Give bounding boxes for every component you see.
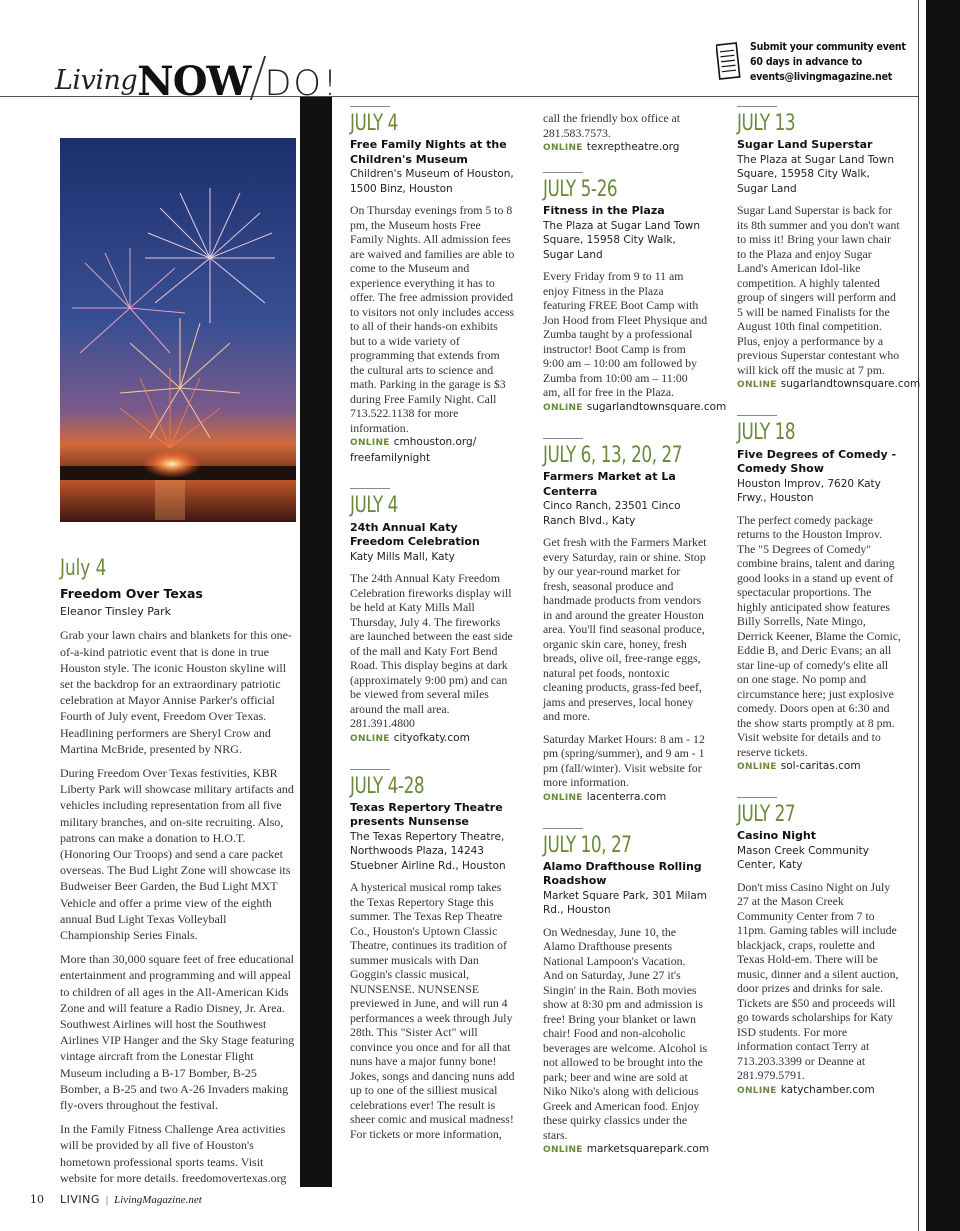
online-url[interactable]: sugarlandtownsquare.com (586, 400, 727, 413)
event-date: JULY 5-26 (543, 177, 618, 202)
event-title: Freedom Over Texas (60, 586, 203, 602)
event-title: Farmers Market at La Centerra (543, 470, 676, 498)
event-description (737, 880, 902, 1083)
event-location: Houston Improv, 7620 Katy Frwy., Houston (737, 477, 881, 505)
page-number: 10 (30, 1193, 44, 1206)
event-location: Eleanor Tinsley Park (60, 605, 171, 619)
event-rule (737, 106, 777, 107)
paragraph: Don't miss Casino Night on July 27 at the Mason Creek Community Center from 7 to 11pm. Gaming tables will include blackjack, craps, roulette and Texas Hold-em. There will be music, dinner and a silent auction, door prizes and drinks for sale. Tickets are $50 and proceeds will go towards scholarships for Katy ISD students. For more information contact Terry at 713.203.3399 or Deanne at 281.979.5791. (737, 879, 899, 1083)
event-date: JULY 18 (737, 420, 796, 446)
event-item (350, 106, 515, 466)
featured-event (60, 556, 296, 1186)
events-column-3 (543, 111, 727, 1180)
footer-section: LIVING (60, 1193, 100, 1206)
online-link[interactable] (543, 140, 708, 156)
online-url[interactable]: texreptheatre.org (586, 141, 680, 153)
online-link[interactable] (737, 377, 921, 393)
event-title: Casino Night (737, 829, 816, 843)
online-url[interactable]: marketsquarepark.com (586, 1143, 710, 1156)
page-footer (30, 1193, 202, 1206)
event-title: Texas Repertory Theatre presents Nunsense (350, 800, 503, 829)
online-label: ONLINE (543, 792, 583, 803)
online-url[interactable]: cmhouston.org/ freefamilynight (350, 436, 477, 465)
paragraph: The 24th Annual Katy Freedom Celebration fireworks display will be held at Katy Mills Mall Thursday, July 4. The fireworks are launched between the east side of the mall and Katy Fort Bend Road. This display begins at dark (approximately 9:00 pm) and can be viewed from several miles around the mall area. 281.391.4800 (350, 571, 513, 731)
paragraph: Saturday Market Hours: 8 am - 12 pm (spring/summer), and 9 am - 1 pm (fall/winter). Visit website for more information. (543, 731, 705, 790)
page-title (55, 52, 339, 105)
event-item (737, 797, 902, 1099)
event-rule (543, 438, 583, 439)
online-link[interactable] (737, 1083, 902, 1099)
event-location: Cinco Ranch, 23501 Cinco Ranch Blvd., Katy (543, 500, 681, 527)
submit-line-2: 60 days in advance to (750, 56, 863, 68)
event-item (350, 488, 515, 746)
event-description (737, 513, 902, 760)
event-date: JULY 27 (737, 802, 796, 828)
online-label: ONLINE (350, 438, 390, 449)
online-link[interactable] (737, 759, 902, 775)
paragraph: Grab your lawn chairs and blankets for this one-of-a-kind patriotic event that is done in true Houston style. The iconic Houston skyline will set the backdrop for an extraordinary patriotic celebration at Mayor Annise Parker's official Fourth of July event, Freedom Over Texas. Headlining performers are Sheryl Crow and Martina McBride, presented by NRG. (60, 628, 292, 756)
event-rule (350, 488, 390, 489)
event-item (737, 415, 902, 775)
event-item (737, 106, 921, 393)
paragraph: A hysterical musical romp takes the Texas Repertory Stage this summer. The Texas Rep Theatre Co., Houston's Uptown Classic Theatre, continues its tradition of summer musicals with Dan Goggin's classic musical, NUNSENSE. NUNSENSE previewed in June, and will run 4 performances a week through July 28th. This "Sister Act" will convince you once and for all that nuns have a major funny bone! Jokes, songs and dancing nuns add up to one of the silliest musical celebrations ever! The result is sheer comic and musical madness! For tickets or more information, (350, 880, 515, 1141)
column-divider-bar (300, 97, 332, 1187)
paragraph: Get fresh with the Farmers Market every Saturday, rain or shine. Stop by our year-round market for fresh, seasonal produce and handmade products from vendors in and around the greater Houston area. You'll find seasonal produce, organic skin care, honey, fresh breads, olive oil, free-range eggs, natural pet foods, nontoxic cleaning products, grass-fed beef, jams and preserves, local honey and more. (543, 535, 707, 724)
online-label: ONLINE (543, 143, 583, 153)
event-title: 24th Annual Katy Freedom Celebration (350, 520, 480, 549)
paragraph: Sugar Land Superstar is back for its 8th summer and you don't want to miss it! Bring your lawn chair to the Plaza and enjoy Sugar Land's American Idol-like competition. A highly talented group of singers will perform and 5 will be named Finalists for the August 10th final competition. Plus, enjoy a performance by a previous Superstar contestant who will kick off the music at 7 pm. (737, 203, 900, 377)
title-living: Living (55, 65, 138, 96)
event-rule (350, 769, 390, 770)
submit-line-1: Submit your community event (750, 41, 906, 53)
event-title: Sugar Land Superstar (737, 138, 873, 152)
event-description (543, 111, 708, 140)
events-column-2 (350, 106, 515, 1163)
event-item (350, 769, 515, 1142)
title-do: DO! (264, 64, 339, 104)
paragraph: On Wednesday, June 10, the Alamo Drafthouse presents National Lampoon's Vacation. And on Saturday, June 27 it's Singin' in the Rain. Both movies show at 8:30 pm and admission is free! Bring your blanket or lawn chair! Food and non-alcoholic beverages are welcome. Alcohol is not allowed to be brought into the park; beer and wine are sold at Niko Niko's along with delicious Greek and American food. Enjoy these quirky classics under the stars. (543, 924, 708, 1142)
event-location: Mason Creek Community Center, Katy (737, 844, 869, 872)
event-location: Katy Mills Mall, Katy (350, 550, 455, 563)
submit-event-notice (716, 40, 906, 85)
event-description (543, 269, 708, 400)
online-label: ONLINE (543, 1145, 583, 1156)
event-date: JULY 4-28 (350, 773, 425, 799)
event-date: JULY 4 (350, 111, 398, 136)
online-url[interactable]: sol-caritas.com (780, 760, 861, 773)
online-url[interactable]: sugarlandtownsquare.com (780, 378, 921, 391)
online-link[interactable] (543, 790, 708, 806)
title-now: NOW (137, 58, 251, 105)
notepad-icon (716, 40, 742, 82)
online-link[interactable] (350, 435, 515, 466)
paragraph: call the friendly box office at 281.583.7573. (543, 111, 681, 140)
event-title: Alamo Drafthouse Rolling Roadshow (543, 859, 702, 888)
paragraph: During Freedom Over Texas festivities, KBR Liberty Park will showcase military artifacts and vehicles including representation from all five military branches, and on-site recruiting. Also, patrons can make a donation to H.O.T. (Honoring Our Troops) and send a care packet overseas. The Bud Light Zone will showcase its Budweiser Beer Garden, the Bud Light MXT Vehicle and offer a prime view of the eighth annual Bud Light Texas Volleyball Championship Series Finals. (60, 765, 294, 942)
online-url[interactable]: lacenterra.com (586, 790, 667, 803)
online-label: ONLINE (543, 402, 583, 413)
event-description (60, 627, 296, 1186)
event-title: Five Degrees of Comedy - Comedy Show (737, 447, 897, 476)
event-title: Free Family Nights at the Children's Museum (350, 138, 507, 166)
paragraph: More than 30,000 square feet of free educational entertainment and programming and will appeal to children of all ages in the All-American Kids Zone and will feature a Radio Disney, Jr. Area. Southwest Airlines will host the Southwest Airlines VIP Hanger and the Sky Stage featuring vintage aircraft from the Lonestar Flight Museum including a B-17 Bomber, B-25 Bomber, a B-25 and two A-26 Invaders making fly-overs throughout the festival. (60, 952, 295, 1112)
event-continued (543, 111, 708, 156)
footer-separator: | (105, 1193, 109, 1206)
event-rule (737, 415, 777, 416)
event-date: JULY 13 (737, 111, 796, 136)
event-description (350, 203, 515, 435)
online-label: ONLINE (737, 380, 777, 391)
event-description (543, 535, 708, 790)
event-description (543, 925, 708, 1143)
paragraph: In the Family Fitness Challenge Area activities will be provided by all five of Houston's hometown professional sports teams. Visit website for more details. freedomovertexas.org (60, 1122, 287, 1185)
event-item (543, 438, 708, 806)
footer-website[interactable]: LivingMagazine.net (114, 1193, 202, 1206)
event-item (543, 172, 727, 416)
event-location: Children's Museum of Houston, 1500 Binz, Houston (350, 168, 514, 195)
event-title: Fitness in the Plaza (543, 204, 665, 218)
online-url[interactable]: katychamber.com (780, 1083, 875, 1096)
event-date: July 4 (60, 556, 107, 581)
paragraph: On Thursday evenings from 5 to 8 pm, the Museum hosts Free Family Nights. All admission fees are waived and families are able to come to the Museum and experience everything it has to offer. The free admission provided to visitors not only includes access to all of their hands-on exhibits but to a wide variety of programming that extends from the cultural arts to science and math. Parking in the garage is $3 during Free Family Night. Call 713.522.1138 for more information. (350, 203, 515, 435)
event-date: JULY 4 (350, 493, 398, 519)
online-link[interactable] (543, 1142, 708, 1158)
event-location: Market Square Park, 301 Milam Rd., Houston (543, 889, 708, 917)
event-date: JULY 10, 27 (543, 832, 632, 858)
online-label: ONLINE (350, 733, 390, 744)
events-column-4 (737, 106, 921, 1121)
online-label: ONLINE (737, 1085, 777, 1096)
event-date: JULY 6, 13, 20, 27 (543, 442, 683, 468)
event-description (350, 880, 515, 1141)
page-edge-bar (926, 0, 960, 1231)
event-rule (543, 172, 583, 173)
online-link[interactable] (543, 400, 727, 416)
event-description (737, 203, 902, 377)
event-rule (543, 828, 583, 829)
online-label: ONLINE (737, 762, 777, 773)
event-rule (350, 106, 390, 107)
paragraph: The perfect comedy package returns to the Houston Improv. The "5 Degrees of Comedy" combine brains, talent and daring good looks in a stand up event of spectacular proportions. The highly anticipated show features Billy Sorrells, Nate Mingo, Derrick Keener, Blame the Comic, Eddie B, and Deric Evans; an all star line-up of comedy's elite all on one stage. No pomp and circumstance here; just explosive comedy. Doors open at 6:30 and the show starts promptly at 8 pm. Visit website for details and to reserve tickets. (737, 512, 901, 759)
right-edge-rule (918, 0, 919, 1231)
fireworks-photo (60, 138, 296, 522)
event-description (350, 571, 515, 731)
event-location: The Plaza at Sugar Land Town Square, 15958 City Walk, Sugar Land (737, 153, 895, 195)
event-rule (737, 797, 777, 798)
online-link[interactable] (350, 731, 515, 747)
event-location: The Texas Repertory Theatre, Northwoods Plaza, 14243 Stuebner Airline Rd., Houston (350, 830, 506, 872)
event-item (543, 828, 708, 1159)
submit-email[interactable]: events@livingmagazine.net (750, 71, 893, 83)
online-url[interactable]: cityofkaty.com (393, 731, 470, 744)
paragraph: Every Friday from 9 to 11 am enjoy Fitness in the Plaza featuring FREE Boot Camp with Jon Hood from Fleet Physique and Zumba taught by a professional instructor! Boot Camp is from 9:00 am – 10:00 am followed by Zumba from 10:00 am – 11:00 am, all for free in the Plaza. (543, 269, 708, 400)
event-location: The Plaza at Sugar Land Town Square, 15958 City Walk, Sugar Land (543, 219, 701, 261)
